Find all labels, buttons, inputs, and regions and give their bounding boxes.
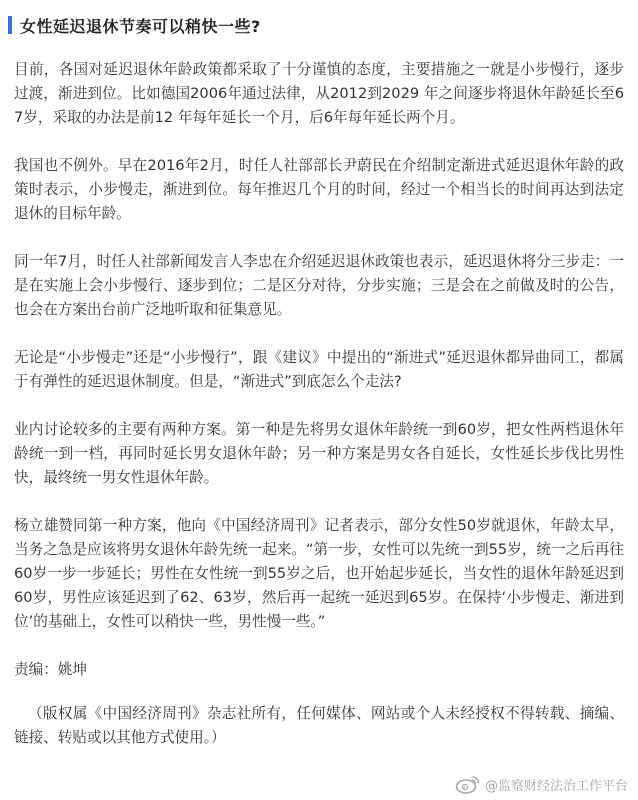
article-header [8, 14, 261, 36]
paragraph-4: 无论是“小步慢走”还是“小步慢行”，跟《建议》中提出的“渐进式”延迟退休都异曲同工，都属于有弹性的延迟退休制度。但是，“渐进式”到底怎么个走法? [14, 349, 624, 390]
copyright-notice: （版权属《中国经济周刊》杂志社所有，任何媒体、网站或个人未经授权不得转载、摘编、链接、转贴或以其他方式使用。） [14, 705, 624, 746]
paragraph-1: 目前，各国对延迟退休年龄政策都采取了十分谨慎的态度，主要措施之一就是小步慢行，逐步过渡，渐进到位。比如德国2006年通过法律，从2012到2029 年之间逐步将退休年龄延长至67岁，采取的办法是前12 年每年延长一个月，后6年每年延长两个月。 [14, 61, 624, 126]
paragraph-6: 杨立雄赞同第一种方案，他向《中国经济周刊》记者表示，部分女性50岁就退休，年龄太早，当务之急是应该将男女退休年龄先统一起来。“第一步，女性可以先统一到55岁，统一之后再往60岁一步一步延长；男性在女性统一到55岁之后，也开始起步延长，当女性的退休年龄延迟到60岁，男性应该延迟到了62、63岁，然后再一起统一延迟到65岁。在保持‘小步慢走、渐进到位’的基础上，女性可以稍快一些，男性慢一些。” [14, 517, 624, 630]
title-accent-bar [8, 16, 12, 34]
paragraph-2: 我国也不例外。早在2016年2月，时任人社部部长尹蔚民在介绍制定渐进式延迟退休年龄的政策时表示，小步慢走，渐进到位。每年推迟几个月的时间，经过一个相当长的时间再达到法定退休的目标年龄。 [14, 157, 624, 222]
article-title: 女性延迟退休节奏可以稍快一些? [20, 16, 261, 36]
watermark-text: @监察财经法治工作平台 [484, 778, 628, 794]
paragraph-5: 业内讨论较多的主要有两种方案。第一种是先将男女退休年龄统一到60岁，把女性两档退休年龄统一到一档，再同时延长男女退休年龄；另一种方案是男女各自延长，女性延长步伐比男性快，最终统一男女性退休年龄。 [14, 421, 624, 486]
editor-credit: 责编：姚坤 [14, 661, 87, 678]
watermark [455, 774, 628, 794]
paragraph-3: 同一年7月，时任人社部新闻发言人李忠在介绍延迟退休政策也表示，延迟退休将分三步走：一是在实施上会小步慢行、逐步到位；二是区分对待，分步实施；三是会在之前做及时的公告，也会在方案出台前广泛地听取和征集意见。 [14, 253, 624, 318]
weibo-icon [455, 774, 481, 794]
article-body [14, 58, 624, 750]
